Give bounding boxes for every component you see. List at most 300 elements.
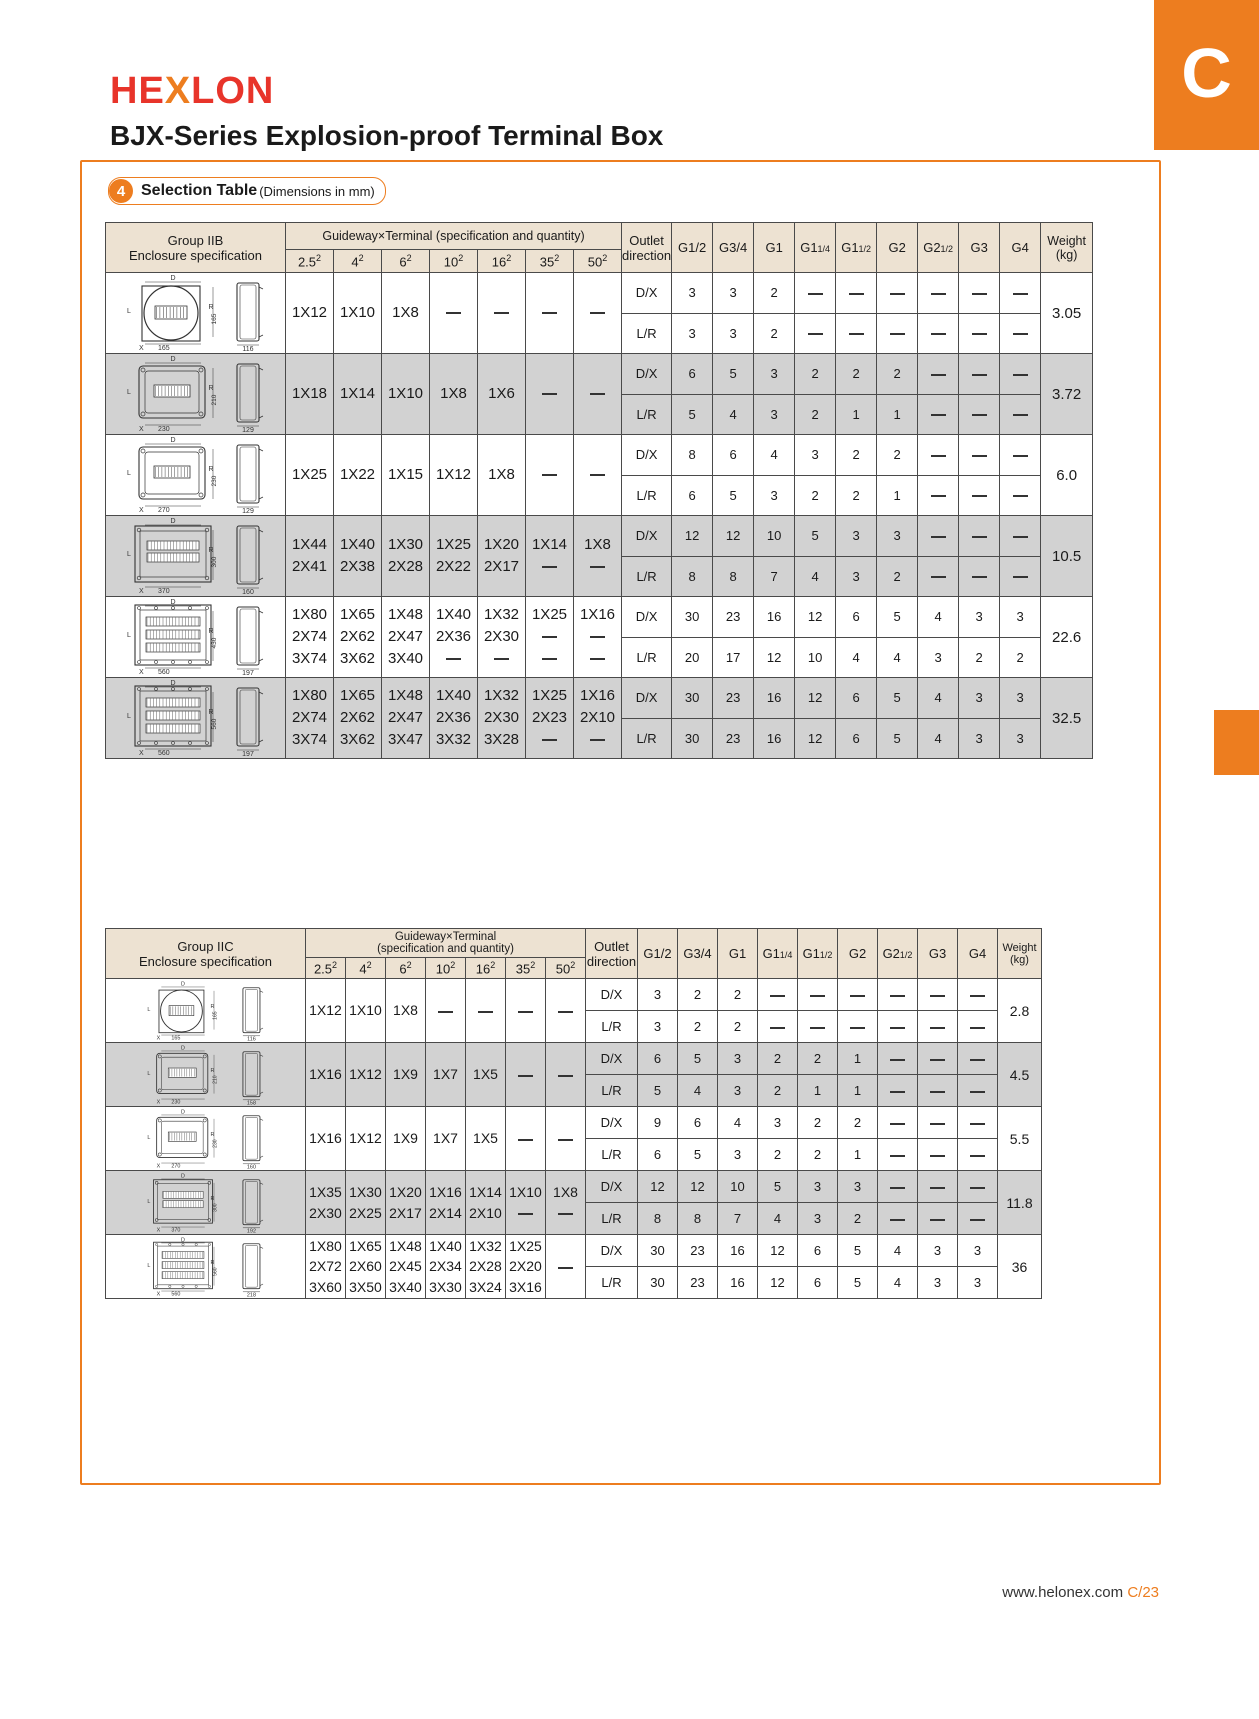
svg-text:L: L <box>146 1070 150 1077</box>
brand-logo <box>110 72 274 110</box>
guideway-title-line2: (specification and quantity) <box>377 943 514 955</box>
svg-text:370: 370 <box>157 588 170 595</box>
guideway-cell-5 <box>506 1043 546 1107</box>
guideway-cell-5 <box>506 1107 546 1171</box>
guideway-value <box>526 383 573 405</box>
guideway-cell-2 <box>386 1171 426 1235</box>
thread-qty-6 <box>918 475 959 516</box>
selection-table-iib <box>105 222 1093 759</box>
table-row <box>106 1171 1042 1203</box>
guideway-value: 1X25 <box>291 466 328 484</box>
thread-qty-8 <box>958 1171 998 1203</box>
guideway-cell-1 <box>334 678 382 759</box>
thread-qty-4: 6 <box>836 718 877 759</box>
empty-dash <box>518 1213 533 1215</box>
empty-dash <box>972 293 987 295</box>
thread-header-5: G2 <box>838 929 878 979</box>
thread-qty-3: 5 <box>795 516 836 557</box>
spec-header-3: $10^2$ <box>430 250 478 273</box>
thread-qty-4: 2 <box>798 1107 838 1139</box>
thread-qty-7 <box>959 354 1000 395</box>
guideway-value <box>478 648 525 670</box>
empty-dash <box>542 636 557 638</box>
empty-dash <box>972 576 987 578</box>
guideway-value: 1X12 <box>291 304 328 322</box>
empty-dash <box>890 995 905 997</box>
thread-qty-4: 2 <box>798 1139 838 1171</box>
empty-dash <box>972 414 987 416</box>
svg-text:160: 160 <box>241 589 254 596</box>
guideway-value: 2X38 <box>339 558 376 575</box>
direction-label: direction <box>586 953 637 969</box>
svg-text:160: 160 <box>246 1163 256 1170</box>
enclosure-front-view <box>121 273 225 353</box>
guideway-value <box>574 464 621 486</box>
svg-text:230: 230 <box>211 1138 218 1148</box>
spec-header-3: $10^2$ <box>426 958 466 979</box>
svg-text:R: R <box>207 547 214 554</box>
thread-qty-2: 4 <box>754 435 795 476</box>
enclosure-spec-header <box>106 223 286 273</box>
guideway-value <box>526 626 573 648</box>
outlet-direction-value: D/X <box>586 1235 638 1267</box>
spec-header-1: $4^2$ <box>334 250 382 273</box>
empty-dash <box>890 1059 905 1061</box>
svg-text:R: R <box>209 1131 214 1138</box>
svg-text:270: 270 <box>157 507 170 514</box>
thread-qty-3: 12 <box>795 678 836 719</box>
empty-dash <box>850 1027 865 1029</box>
empty-dash <box>972 536 987 538</box>
thread-qty-5: 5 <box>838 1235 878 1267</box>
guideway-cell-1 <box>334 273 382 354</box>
thread-qty-1: 8 <box>678 1203 718 1235</box>
thread-qty-5: 3 <box>877 516 918 557</box>
enclosure-side-view <box>229 354 271 434</box>
svg-text:560: 560 <box>157 669 170 676</box>
guideway-value: 1X25 <box>531 606 568 624</box>
thread-header-2: G1 <box>718 929 758 979</box>
guideway-value: 2X28 <box>469 1258 502 1275</box>
thread-header-8: G4 <box>958 929 998 979</box>
guideway-cell-2 <box>382 597 430 678</box>
guideway-value: 1X9 <box>393 1066 418 1083</box>
guideway-terminal-header <box>286 223 622 250</box>
guideway-value: 3X74 <box>291 730 328 748</box>
enclosure-drawing-cell <box>106 1043 306 1107</box>
guideway-value: 1X22 <box>339 466 376 484</box>
thread-qty-6 <box>878 1043 918 1075</box>
thread-qty-0: 6 <box>672 475 713 516</box>
guideway-cell-1 <box>346 1235 386 1299</box>
thread-qty-0: 3 <box>638 1011 678 1043</box>
thread-qty-5 <box>877 313 918 354</box>
guideway-value: 1X65 <box>339 606 376 624</box>
svg-text:300: 300 <box>211 1202 218 1212</box>
enclosure-side-view <box>229 435 271 515</box>
empty-dash <box>810 1027 825 1029</box>
thread-qty-8 <box>958 1203 998 1235</box>
weight-value: 6.0 <box>1041 435 1093 516</box>
guideway-title: Guideway×Terminal (specification and quantity) <box>322 229 585 243</box>
svg-text:210: 210 <box>211 1074 218 1084</box>
thread-qty-8 <box>958 1011 998 1043</box>
guideway-value: 1X65 <box>339 687 376 705</box>
guideway-value: 3X50 <box>349 1278 382 1295</box>
empty-dash <box>446 658 461 660</box>
thread-qty-5 <box>877 273 918 314</box>
thread-qty-2: 16 <box>718 1267 758 1299</box>
guideway-value <box>574 302 621 324</box>
enclosure-drawing-cell <box>106 678 286 759</box>
svg-text:270: 270 <box>170 1163 180 1170</box>
empty-dash <box>1013 576 1028 578</box>
thread-qty-4: 3 <box>836 516 877 557</box>
guideway-value: 3X40 <box>389 1278 422 1295</box>
thread-qty-4 <box>836 313 877 354</box>
guideway-cell-3 <box>426 1107 466 1171</box>
guideway-value: 2X36 <box>435 628 472 646</box>
selection-table-iic-wrapper <box>105 928 1042 1299</box>
thread-qty-6 <box>878 979 918 1011</box>
selection-table-iib-wrapper <box>105 222 1093 759</box>
guideway-value: 2X10 <box>579 709 616 727</box>
empty-dash <box>770 1027 785 1029</box>
enclosure-drawing-cell <box>106 516 286 597</box>
thread-qty-3: 10 <box>795 637 836 678</box>
group-label: Group IIC <box>177 938 234 954</box>
guideway-value: 2X17 <box>389 1204 422 1221</box>
thread-qty-2: 10 <box>718 1171 758 1203</box>
guideway-value: 1X30 <box>387 536 424 554</box>
thread-qty-3: 2 <box>758 1139 798 1171</box>
svg-text:L: L <box>126 632 131 639</box>
thread-qty-0: 6 <box>638 1043 678 1075</box>
table-header-row-1 <box>106 929 1042 958</box>
spec-header-5: $35^2$ <box>526 250 574 273</box>
outlet-direction-value: L/R <box>622 556 672 597</box>
thread-qty-8: 3 <box>1000 597 1041 638</box>
weight-label: Weight <box>1002 941 1037 954</box>
guideway-value: 3X40 <box>387 649 424 667</box>
guideway-value: 1X5 <box>473 1130 498 1147</box>
guideway-value: 2X47 <box>387 709 424 727</box>
thread-qty-8: 3 <box>1000 678 1041 719</box>
guideway-value: 3X47 <box>387 730 424 748</box>
enclosure-drawing-cell <box>106 1171 306 1235</box>
table-row <box>106 1043 1042 1075</box>
thread-qty-6 <box>918 313 959 354</box>
guideway-cell-2 <box>386 1043 426 1107</box>
guideway-terminal-header <box>306 929 586 958</box>
empty-dash <box>890 1123 905 1125</box>
thread-qty-2: 3 <box>754 475 795 516</box>
guideway-value: 1X18 <box>291 385 328 403</box>
guideway-value: 2X41 <box>291 558 328 575</box>
outlet-label: Outlet <box>629 232 664 248</box>
svg-text:197: 197 <box>241 751 254 758</box>
empty-dash <box>972 455 987 457</box>
svg-text:L: L <box>126 389 131 396</box>
thread-qty-1: 23 <box>713 597 754 638</box>
guideway-value: 3X74 <box>291 649 328 667</box>
svg-text:D: D <box>180 1108 185 1115</box>
thread-qty-8 <box>958 1075 998 1107</box>
thread-qty-7 <box>959 313 1000 354</box>
guideway-value: 2X25 <box>349 1204 382 1221</box>
empty-dash <box>970 1219 985 1221</box>
empty-dash <box>438 1011 453 1013</box>
svg-text:D: D <box>169 518 176 525</box>
thread-qty-0: 6 <box>638 1139 678 1171</box>
thread-qty-1: 23 <box>713 718 754 759</box>
guideway-value: 1X40 <box>429 1238 462 1255</box>
enclosure-side-view <box>229 516 271 596</box>
guideway-value: 1X16 <box>309 1130 342 1147</box>
svg-text:165: 165 <box>210 313 218 325</box>
thread-header-1: G3/4 <box>713 223 754 273</box>
thread-qty-8 <box>1000 313 1041 354</box>
guideway-value: 1X12 <box>349 1066 382 1083</box>
svg-text:560: 560 <box>210 718 218 730</box>
guideway-cell-3 <box>430 273 478 354</box>
empty-dash <box>930 1027 945 1029</box>
outlet-direction-value: D/X <box>622 435 672 476</box>
guideway-value: 1X48 <box>387 687 424 705</box>
thread-qty-6 <box>878 1203 918 1235</box>
enclosure-side-view <box>232 1108 274 1170</box>
outlet-direction-value: L/R <box>586 1267 638 1299</box>
guideway-value <box>506 1000 545 1020</box>
guideway-value <box>574 648 621 670</box>
thread-qty-3: 12 <box>795 718 836 759</box>
svg-text:165: 165 <box>170 1035 180 1042</box>
thread-qty-1: 4 <box>678 1075 718 1107</box>
guideway-value: 1X32 <box>469 1238 502 1255</box>
guideway-cell-3 <box>430 435 478 516</box>
thread-qty-2: 4 <box>718 1107 758 1139</box>
guideway-cell-1 <box>334 435 382 516</box>
guideway-cell-4 <box>466 979 506 1043</box>
guideway-value: 1X25 <box>509 1238 542 1255</box>
table-row <box>106 435 1093 476</box>
enclosure-drawing-cell <box>106 354 286 435</box>
guideway-cell-1 <box>334 516 382 597</box>
empty-dash <box>970 1059 985 1061</box>
empty-dash <box>542 566 557 568</box>
guideway-value: 2X23 <box>531 709 568 727</box>
guideway-value: 2X74 <box>291 709 328 727</box>
guideway-value: 1X14 <box>531 536 568 554</box>
svg-text:116: 116 <box>241 346 254 353</box>
guideway-value: 2X30 <box>309 1204 342 1221</box>
weight-value: 32.5 <box>1041 678 1093 759</box>
guideway-value: 1X16 <box>309 1066 342 1083</box>
empty-dash <box>558 1213 573 1215</box>
enclosure-side-view <box>232 1236 274 1298</box>
thread-qty-7 <box>918 1139 958 1171</box>
spec-header-2: $6^2$ <box>386 958 426 979</box>
enclosure-spec-header <box>106 929 306 979</box>
thread-qty-4: 2 <box>836 475 877 516</box>
empty-dash <box>931 414 946 416</box>
guideway-value: 1X80 <box>291 606 328 624</box>
spec-header-6: $50^2$ <box>574 250 622 273</box>
guideway-cell-0 <box>306 1107 346 1171</box>
thread-header-3: G11/4 <box>758 929 798 979</box>
table-row <box>106 979 1042 1011</box>
guideway-value: 1X12 <box>309 1002 342 1019</box>
svg-text:D: D <box>169 275 176 282</box>
guideway-cell-4 <box>478 678 526 759</box>
thread-qty-3 <box>795 273 836 314</box>
empty-dash <box>890 1027 905 1029</box>
guideway-cell-2 <box>386 1235 426 1299</box>
spec-header-0: $2.5^2$ <box>306 958 346 979</box>
enclosure-front-view <box>138 1044 228 1106</box>
guideway-value: 1X30 <box>349 1184 382 1201</box>
guideway-value: 2X17 <box>483 558 520 575</box>
thread-qty-5: 1 <box>877 394 918 435</box>
empty-dash <box>890 293 905 295</box>
thread-qty-6: 3 <box>918 637 959 678</box>
guideway-cell-6 <box>574 597 622 678</box>
guideway-cell-5 <box>506 1235 546 1299</box>
empty-dash <box>930 1091 945 1093</box>
thread-qty-0: 3 <box>638 979 678 1011</box>
thread-header-7: G3 <box>918 929 958 979</box>
thread-qty-7 <box>959 435 1000 476</box>
thread-qty-6 <box>918 435 959 476</box>
thread-qty-6 <box>918 273 959 314</box>
thread-qty-7 <box>918 979 958 1011</box>
thread-qty-5: 5 <box>877 597 918 638</box>
brand-part-x: X <box>164 70 192 112</box>
outlet-direction-header <box>586 929 638 979</box>
thread-header-6: G21/2 <box>918 223 959 273</box>
guideway-value <box>526 729 573 751</box>
svg-text:R: R <box>207 628 214 635</box>
guideway-cell-3 <box>430 354 478 435</box>
guideway-value: 1X44 <box>291 536 328 554</box>
thread-qty-3 <box>758 979 798 1011</box>
guideway-value <box>430 302 477 324</box>
svg-text:X: X <box>138 507 144 514</box>
thread-qty-6: 4 <box>918 597 959 638</box>
guideway-value: 2X72 <box>309 1258 342 1275</box>
enclosure-side-view <box>229 597 271 677</box>
svg-text:D: D <box>169 680 176 687</box>
weight-header <box>1041 223 1093 273</box>
thread-qty-8: 3 <box>958 1267 998 1299</box>
outlet-direction-value: D/X <box>622 516 672 557</box>
thread-qty-7: 3 <box>918 1267 958 1299</box>
outlet-direction-value: D/X <box>586 1043 638 1075</box>
svg-text:X: X <box>138 345 144 352</box>
thread-qty-1: 23 <box>713 678 754 719</box>
guideway-cell-6 <box>574 435 622 516</box>
svg-text:R: R <box>209 1003 214 1010</box>
guideway-value <box>574 556 621 578</box>
thread-qty-0: 3 <box>672 313 713 354</box>
thread-qty-4: 1 <box>798 1075 838 1107</box>
thread-qty-0: 6 <box>672 354 713 395</box>
enclosure-side-view <box>229 273 271 353</box>
guideway-cell-5 <box>526 678 574 759</box>
thread-qty-7 <box>959 273 1000 314</box>
svg-text:X: X <box>156 1291 160 1298</box>
empty-dash <box>970 1187 985 1189</box>
thread-qty-1: 2 <box>678 1011 718 1043</box>
guideway-value: 1X25 <box>435 536 472 554</box>
thread-qty-8: 3 <box>958 1235 998 1267</box>
thread-qty-4 <box>836 273 877 314</box>
guideway-value: 1X10 <box>339 304 376 322</box>
empty-dash <box>931 333 946 335</box>
guideway-cell-0 <box>286 597 334 678</box>
thread-qty-0: 5 <box>638 1075 678 1107</box>
thread-qty-1: 3 <box>713 313 754 354</box>
empty-dash <box>972 374 987 376</box>
enclosure-front-view <box>121 516 225 596</box>
svg-text:210: 210 <box>210 394 218 406</box>
thread-qty-6: 4 <box>918 678 959 719</box>
thread-qty-0: 30 <box>638 1235 678 1267</box>
guideway-cell-6 <box>546 979 586 1043</box>
enclosure-front-view <box>121 597 225 677</box>
thread-header-7: G3 <box>959 223 1000 273</box>
guideway-value: 1X65 <box>349 1238 382 1255</box>
empty-dash <box>446 312 461 314</box>
empty-dash <box>542 393 557 395</box>
guideway-cell-3 <box>426 979 466 1043</box>
table-row <box>106 678 1093 719</box>
empty-dash <box>970 995 985 997</box>
thread-qty-1: 12 <box>678 1171 718 1203</box>
guideway-value: 1X16 <box>579 606 616 624</box>
guideway-cell-1 <box>346 979 386 1043</box>
enclosure-drawing-cell <box>106 979 306 1043</box>
thread-qty-1: 2 <box>678 979 718 1011</box>
thread-qty-3: 2 <box>795 394 836 435</box>
spec-header-2: $6^2$ <box>382 250 430 273</box>
thread-qty-5: 2 <box>838 1107 878 1139</box>
guideway-value <box>506 1128 545 1148</box>
guideway-value: 1X7 <box>433 1130 458 1147</box>
thread-qty-4 <box>798 979 838 1011</box>
guideway-value: 1X10 <box>349 1002 382 1019</box>
guideway-value: 2X47 <box>387 628 424 646</box>
guideway-cell-2 <box>382 273 430 354</box>
guideway-value <box>506 1064 545 1084</box>
outlet-label: Outlet <box>594 938 629 954</box>
enclosure-front-view <box>121 354 225 434</box>
thread-qty-4: 2 <box>798 1043 838 1075</box>
svg-text:D: D <box>169 356 176 363</box>
thread-qty-2: 7 <box>718 1203 758 1235</box>
guideway-cell-4 <box>478 516 526 597</box>
guideway-value <box>574 383 621 405</box>
svg-text:218: 218 <box>246 1291 256 1298</box>
guideway-cell-0 <box>286 678 334 759</box>
svg-text:L: L <box>126 308 131 315</box>
side-tab-marker <box>1214 710 1259 775</box>
enclosure-spec-label: Enclosure specification <box>129 247 262 263</box>
guideway-cell-2 <box>382 678 430 759</box>
outlet-direction-value: D/X <box>586 1107 638 1139</box>
thread-qty-7: 3 <box>918 1235 958 1267</box>
thread-qty-6 <box>918 394 959 435</box>
